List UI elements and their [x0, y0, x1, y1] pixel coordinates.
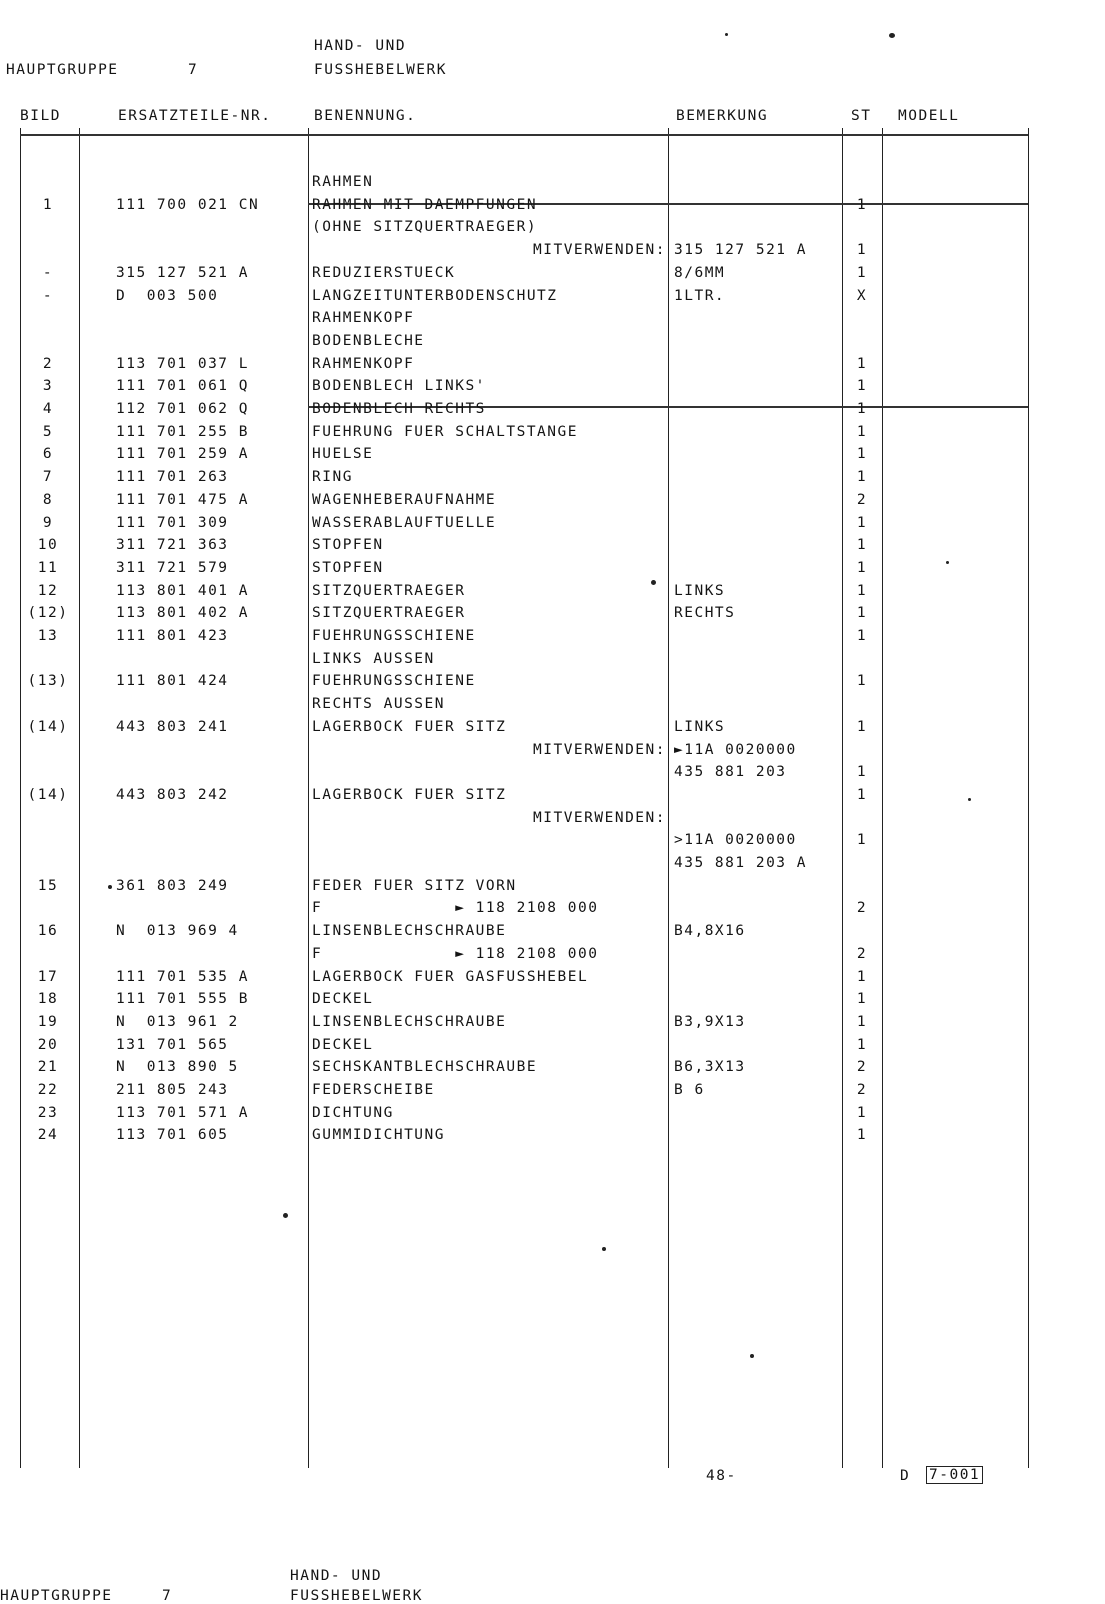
col-header-bemerkung: BEMERKUNG: [676, 108, 769, 124]
cell-benennung: FUEHRUNGSSCHIENE: [312, 673, 476, 690]
cell-bild: (14): [27, 718, 69, 735]
cell-part-number: N 013 961 2: [116, 1013, 239, 1030]
cell-st: 1: [856, 1013, 868, 1030]
cell-st: 2: [856, 1059, 868, 1076]
cell-benennung: SITZQUERTRAEGER: [312, 605, 466, 622]
column-rule: [308, 128, 309, 1468]
cell-benennung: DECKEL: [312, 1036, 374, 1053]
cell-benennung: REDUZIERSTUECK: [312, 264, 456, 281]
cell-benennung: DICHTUNG: [312, 1104, 394, 1121]
cell-benennung: LAGERBOCK FUER GASFUSSHEBEL: [312, 968, 589, 985]
cell-part-number: 211 805 243: [116, 1082, 229, 1098]
cell-bild: 24: [37, 1127, 59, 1144]
cell-benennung: RAHMEN MIT DAEMPFUNGEN: [312, 196, 538, 213]
next-title-line1: HAND- UND: [290, 1568, 383, 1584]
cell-part-number: N 013 969 4: [116, 923, 239, 940]
column-rule: [20, 128, 21, 1468]
language-code: D: [900, 1468, 911, 1484]
cell-st: 1: [856, 446, 868, 463]
cell-part-number: 113 701 037 L: [116, 355, 249, 372]
hauptgruppe-label: HAUPTGRUPPE: [6, 62, 119, 78]
cell-part-number: 111 701 309: [116, 514, 229, 531]
cell-bemerkung: 315 127 521 A: [674, 242, 807, 259]
cell-bild: 20: [37, 1036, 59, 1053]
cell-bild: 5: [42, 423, 54, 440]
cell-benennung: LINKS AUSSEN: [312, 650, 435, 667]
cell-benennung: MITVERWENDEN:: [533, 809, 666, 826]
cell-part-number: 113 801 402 A: [116, 605, 249, 622]
cell-part-number: 111 801 423: [116, 628, 229, 644]
cell-st: 2: [856, 491, 868, 508]
cell-st: 1: [856, 264, 868, 281]
cell-st: 1: [856, 537, 868, 554]
cell-bemerkung: B 6: [674, 1082, 705, 1098]
cell-part-number: 113 701 571 A: [116, 1104, 249, 1121]
cell-bild: 1: [42, 196, 54, 213]
cell-benennung: MITVERWENDEN:: [533, 741, 666, 758]
cell-part-number: 111 701 259 A: [116, 446, 249, 463]
page-number: 48-: [706, 1468, 737, 1484]
cell-bild: 10: [37, 537, 59, 554]
cell-bemerkung: LINKS: [674, 582, 726, 599]
cell-st: 1: [856, 196, 868, 213]
cell-st: 1: [856, 764, 868, 781]
cell-st: 1: [856, 423, 868, 440]
cell-part-number: N 013 890 5: [116, 1059, 239, 1076]
cell-bild: 9: [42, 514, 54, 531]
cell-st: 2: [856, 945, 868, 962]
title-line2: FUSSHEBELWERK: [314, 62, 447, 78]
cell-part-number: 112 701 062 Q: [116, 401, 249, 417]
cell-benennung: LANGZEITUNTERBODENSCHUTZ: [312, 287, 558, 304]
cell-bild: 19: [37, 1013, 59, 1030]
cell-part-number: 111 701 061 Q: [116, 378, 249, 395]
cell-benennung: WAGENHEBERAUFNAHME: [312, 491, 497, 508]
cell-part-number: 111 700 021 CN: [116, 196, 260, 213]
cell-st: 1: [856, 1104, 868, 1121]
cell-bemerkung: B6,3X13: [674, 1059, 746, 1076]
cell-part-number: 311 721 579: [116, 559, 229, 576]
cell-bemerkung: RECHTS: [674, 605, 736, 622]
cell-bild: 11: [37, 559, 59, 576]
cell-st: 1: [856, 1127, 868, 1144]
cell-bild: 15: [37, 877, 59, 894]
cell-bemerkung: B4,8X16: [674, 923, 746, 940]
cell-part-number: 111 701 255 B: [116, 423, 249, 440]
cell-benennung: FEDER FUER SITZ VORN: [312, 877, 517, 894]
cell-bild: 8: [42, 491, 54, 508]
cell-benennung: SECHSKANTBLECHSCHRAUBE: [312, 1059, 538, 1076]
cell-st: 1: [856, 1036, 868, 1053]
cell-benennung: RAHMEN: [312, 174, 374, 190]
scan-speck: [651, 580, 656, 585]
cell-st: 1: [856, 673, 868, 690]
cell-benennung: BODENBLECH LINKS': [312, 378, 486, 395]
cell-st: 1: [856, 718, 868, 735]
cell-bild: 7: [42, 469, 54, 486]
cell-st: 1: [856, 242, 868, 259]
cell-part-number: 111 801 424: [116, 673, 229, 690]
cell-part-number: 361 803 249: [116, 877, 229, 894]
col-header-bild: BILD: [20, 108, 61, 124]
cell-st: 1: [856, 559, 868, 576]
column-rule: [842, 128, 843, 1468]
cell-bemerkung: 435 881 203 A: [674, 855, 807, 871]
cell-bild: (14): [27, 786, 69, 803]
cell-part-number: D 003 500: [116, 287, 219, 304]
cell-bild: -: [42, 264, 54, 281]
cell-benennung: RECHTS AUSSEN: [312, 696, 445, 713]
column-rule: [882, 128, 883, 1468]
cell-bild: 22: [37, 1082, 59, 1098]
cell-st: 1: [856, 401, 868, 417]
scan-speck: [968, 798, 971, 801]
cell-benennung: BODENBLECHE: [312, 332, 425, 349]
cell-st: 1: [856, 786, 868, 803]
cell-bild: 6: [42, 446, 54, 463]
cell-benennung: F ► 118 2108 000: [312, 900, 599, 917]
cell-part-number: 443 803 241: [116, 718, 229, 735]
cell-benennung: WASSERABLAUFTUELLE: [312, 514, 497, 531]
cell-bemerkung: >11A 0020000: [674, 832, 797, 849]
cell-bild: 21: [37, 1059, 59, 1076]
cell-bild: -: [42, 287, 54, 304]
cell-part-number: 111 701 535 A: [116, 968, 249, 985]
cell-part-number: 443 803 242: [116, 786, 229, 803]
cell-benennung: STOPFEN: [312, 559, 384, 576]
cell-st: 1: [856, 378, 868, 395]
cell-benennung: LINSENBLECHSCHRAUBE: [312, 1013, 507, 1030]
cell-st: 1: [856, 469, 868, 486]
title-line1: HAND- UND: [314, 38, 407, 54]
cell-part-number: 111 701 475 A: [116, 491, 249, 508]
cell-part-number: 131 701 565: [116, 1036, 229, 1053]
cell-st: 1: [856, 832, 868, 849]
hauptgruppe-number: 7: [188, 62, 199, 78]
cell-st: 2: [856, 1082, 868, 1098]
cell-bild: 2: [42, 355, 54, 372]
cell-st: 1: [856, 355, 868, 372]
cell-benennung: DECKEL: [312, 991, 374, 1008]
cell-benennung: STOPFEN: [312, 537, 384, 554]
cell-bild: 13: [37, 628, 59, 644]
cell-benennung: LAGERBOCK FUER SITZ: [312, 718, 507, 735]
cell-benennung: F ► 118 2108 000: [312, 945, 599, 962]
column-rule: [668, 128, 669, 1468]
cell-st: 1: [856, 991, 868, 1008]
cell-part-number: 111 701 263: [116, 469, 229, 486]
cell-benennung: FUEHRUNG FUER SCHALTSTANGE: [312, 423, 578, 440]
col-header-benennung: BENENNUNG.: [314, 108, 417, 124]
cell-bemerkung: ►11A 0020000: [674, 741, 797, 758]
cell-st: 1: [856, 605, 868, 622]
cell-bemerkung: 1LTR.: [674, 287, 726, 304]
cell-st: 1: [856, 628, 868, 644]
cell-st: 2: [856, 900, 868, 917]
scan-speck: [108, 885, 112, 889]
cell-part-number: 311 721 363: [116, 537, 229, 554]
column-rule: [1028, 128, 1029, 1468]
cell-bemerkung: LINKS: [674, 718, 726, 735]
cell-benennung: FEDERSCHEIBE: [312, 1082, 435, 1098]
next-hauptgruppe-number: 7: [162, 1588, 173, 1604]
scan-speck: [946, 561, 949, 564]
cell-bemerkung: B3,9X13: [674, 1013, 746, 1030]
cell-part-number: 315 127 521 A: [116, 264, 249, 281]
scan-speck: [725, 33, 728, 36]
header-separator: [20, 134, 1028, 136]
cell-benennung: SITZQUERTRAEGER: [312, 582, 466, 599]
cell-bild: 23: [37, 1104, 59, 1121]
cell-st: 1: [856, 514, 868, 531]
cell-benennung: RING: [312, 469, 353, 486]
cell-bemerkung: 435 881 203: [674, 764, 787, 781]
cell-bild: 18: [37, 991, 59, 1008]
cell-bild: 17: [37, 968, 59, 985]
next-title-line2: FUSSHEBELWERK: [290, 1588, 423, 1604]
next-hauptgruppe-label: HAUPTGRUPPE: [0, 1588, 113, 1604]
cell-part-number: 113 801 401 A: [116, 582, 249, 599]
cell-st: 1: [856, 968, 868, 985]
cell-benennung: RAHMENKOPF: [312, 310, 415, 327]
cell-bemerkung: 8/6MM: [674, 264, 726, 281]
cell-bild: (12): [27, 605, 69, 622]
col-header-modell: MODELL: [898, 108, 960, 124]
cell-benennung: (OHNE SITZQUERTRAEGER): [312, 219, 538, 236]
cell-benennung: LAGERBOCK FUER SITZ: [312, 786, 507, 803]
cell-benennung: GUMMIDICHTUNG: [312, 1127, 445, 1144]
page-code: 7-001: [926, 1466, 983, 1484]
cell-bild: 12: [37, 582, 59, 599]
cell-st: X: [856, 287, 868, 304]
cell-part-number: 111 701 555 B: [116, 991, 249, 1008]
col-header-ersatzteil-nr: ERSATZTEILE-NR.: [118, 108, 272, 124]
cell-benennung: RAHMENKOPF: [312, 355, 415, 372]
cell-benennung: HUELSE: [312, 446, 374, 463]
col-header-st: ST: [851, 108, 872, 124]
cell-bild: 3: [42, 378, 54, 395]
scan-speck: [750, 1354, 754, 1358]
cell-bild: 16: [37, 923, 59, 940]
cell-st: 1: [856, 582, 868, 599]
cell-benennung: LINSENBLECHSCHRAUBE: [312, 923, 507, 940]
cell-bild: 4: [42, 401, 54, 417]
cell-benennung: FUEHRUNGSSCHIENE: [312, 628, 476, 644]
column-rule: [79, 128, 80, 1468]
cell-benennung: MITVERWENDEN:: [533, 242, 666, 259]
scan-speck: [602, 1247, 606, 1251]
cell-benennung: BODENBLECH RECHTS: [312, 401, 486, 417]
cell-bild: (13): [27, 673, 69, 690]
scan-speck: [889, 33, 895, 38]
cell-part-number: 113 701 605: [116, 1127, 229, 1144]
scan-speck: [283, 1213, 288, 1218]
